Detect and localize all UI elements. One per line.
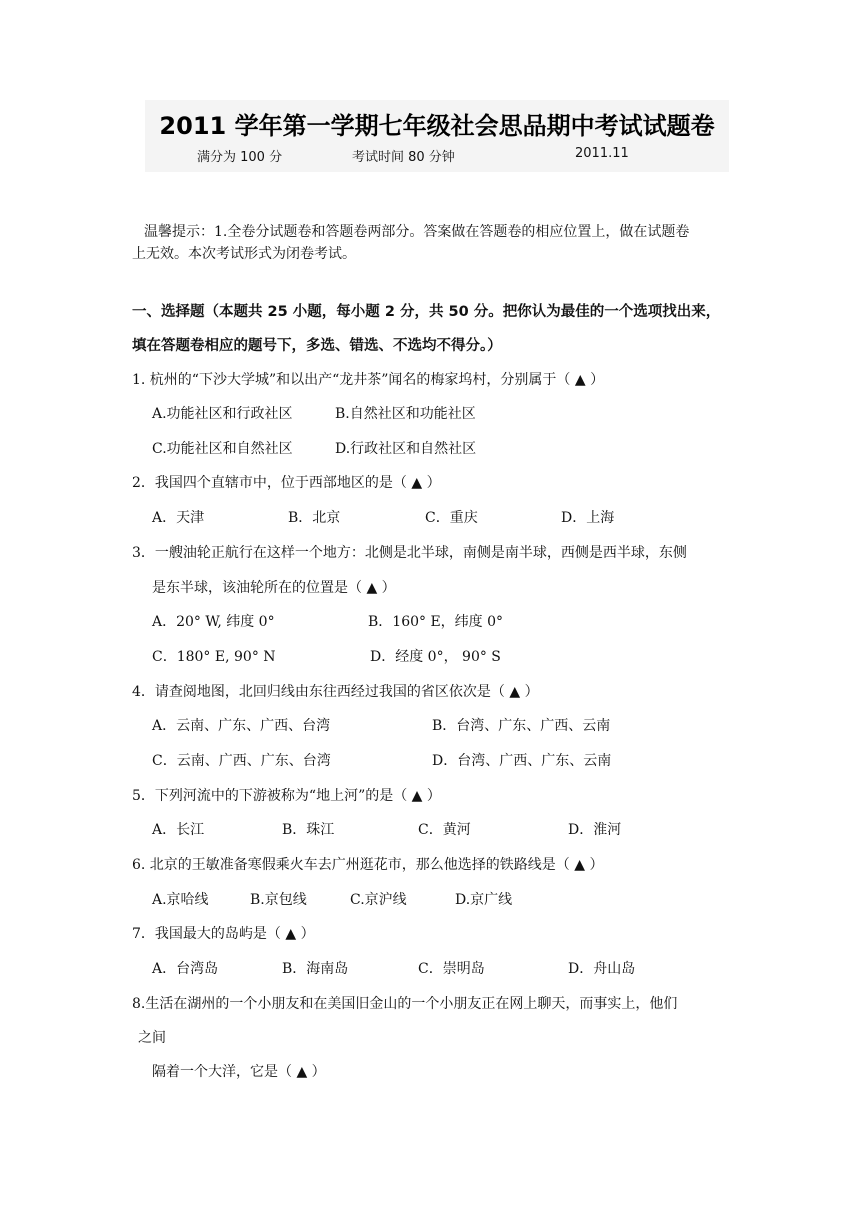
question-5-stem: 5．下列河流中的下游被称为“地上河”的是（ ▲ ） <box>132 788 441 804</box>
question-7-stem: 7．我国最大的岛屿是（ ▲ ） <box>132 926 315 942</box>
question-3-option-a: A．20° W, 纬度 0° <box>152 614 275 630</box>
section-heading-line-2: 填在答题卷相应的题号下，多选、错选、不选均不得分。） <box>132 338 502 354</box>
tip-line-1: 温馨提示：1.全卷分试题卷和答题卷两部分。答案做在答题卷的相应位置上，做在试题卷 <box>144 224 690 240</box>
question-3-option-d: D．经度 0°， 90° S <box>370 649 501 665</box>
exam-header <box>145 100 729 172</box>
question-5-option-a: A．长江 <box>152 822 205 838</box>
question-1-option-d: D.行政社区和自然社区 <box>335 441 477 457</box>
tip-line-2: 上无效。本次考试形式为闭卷考试。 <box>132 246 356 262</box>
question-4-option-d: D．台湾、广西、广东、云南 <box>432 753 612 769</box>
question-3-stem-line-2: 是东半球，该油轮所在的位置是（ ▲ ） <box>152 580 396 596</box>
question-2-stem: 2．我国四个直辖市中，位于西部地区的是（ ▲ ） <box>132 475 441 491</box>
question-1-stem: 1. 杭州的“下沙大学城”和以出产“龙井茶”闻名的梅家坞村，分别属于（ ▲ ） <box>132 372 605 388</box>
question-1-option-c: C.功能社区和自然社区 <box>152 441 293 457</box>
question-7-option-c: C．崇明岛 <box>418 961 485 977</box>
question-6-option-d: D.京广线 <box>455 892 513 908</box>
question-7-option-d: D．舟山岛 <box>568 961 636 977</box>
question-5-option-c: C．黄河 <box>418 822 471 838</box>
question-7-option-a: A．台湾岛 <box>152 961 219 977</box>
question-2-option-d: D．上海 <box>561 510 615 526</box>
question-4-option-b: B．台湾、广东、广西、云南 <box>432 718 611 734</box>
question-4-option-c: C．云南、广西、广东、台湾 <box>152 753 331 769</box>
question-8-stem-line-3: 隔着一个大洋，它是（ ▲ ） <box>152 1064 326 1080</box>
exam-date: 2011.11 <box>575 146 629 161</box>
question-6-option-a: A.京哈线 <box>152 892 209 908</box>
question-7-option-b: B．海南岛 <box>282 961 349 977</box>
question-3-stem-line-1: 3．一艘油轮正航行在这样一个地方：北侧是北半球，南侧是南半球，西侧是西半球，东侧 <box>132 545 687 561</box>
question-6-option-c: C.京沪线 <box>350 892 407 908</box>
question-5-option-d: D．淮河 <box>568 822 622 838</box>
question-8-stem-line-2: 之间 <box>138 1030 166 1046</box>
question-2-option-c: C．重庆 <box>425 510 478 526</box>
question-3-option-b: B．160° E，纬度 0° <box>368 614 504 630</box>
question-1-option-b: B.自然社区和功能社区 <box>335 406 476 422</box>
exam-time: 考试时间 80 分钟 <box>352 150 455 165</box>
section-heading-line-1: 一、选择题（本题共 25 小题，每小题 2 分，共 50 分。把你认为最佳的一个选项找出来， <box>132 304 721 320</box>
question-3-option-c: C．180° E, 90° N <box>152 649 276 665</box>
full-score: 满分为 100 分 <box>197 150 283 165</box>
question-1-option-a: A.功能社区和行政社区 <box>152 406 293 422</box>
question-4-option-a: A．云南、广东、广西、台湾 <box>152 718 331 734</box>
question-8-stem-line-1: 8.生活在湖州的一个小朋友和在美国旧金山的一个小朋友正在网上聊天，而事实上，他们 <box>132 996 678 1012</box>
question-2-option-a: A．天津 <box>152 510 205 526</box>
question-6-option-b: B.京包线 <box>250 892 307 908</box>
exam-title: 2011 学年第一学期七年级社会思品期中考试试题卷 <box>159 112 715 140</box>
question-4-stem: 4．请查阅地图，北回归线由东往西经过我国的省区依次是（ ▲ ） <box>132 684 539 700</box>
question-5-option-b: B．珠江 <box>282 822 335 838</box>
question-6-stem: 6. 北京的王敏准备寒假乘火车去广州逛花市，那么他选择的铁路线是（ ▲ ） <box>132 857 604 873</box>
question-2-option-b: B．北京 <box>288 510 341 526</box>
